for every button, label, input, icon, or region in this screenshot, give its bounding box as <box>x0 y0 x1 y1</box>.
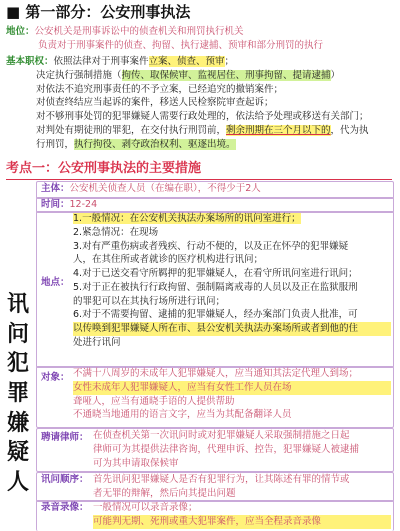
order-box <box>36 472 394 502</box>
time-text: 12-24 <box>69 199 98 210</box>
target-line: 女性未成年人犯罪嫌疑人，应当有女性工作人员在场 <box>73 381 391 395</box>
vertical-char: 疑 <box>6 439 29 466</box>
powers-item-highlight: 剩余刑期在三个月以下的 <box>226 124 331 136</box>
heading-bullet: ■ <box>6 3 21 21</box>
location-lines <box>73 212 391 350</box>
vertical-char: 问 <box>6 320 29 347</box>
location-line: 的罪犯可以在其执行场所进行讯问； <box>73 295 226 307</box>
order-label: 讯问顺序： <box>41 474 89 485</box>
powers-item-text: 对判处有期徒刑的罪犯，在交付执行刑罚前， <box>36 124 227 136</box>
lawyer-label: 聘请律师： <box>41 432 89 443</box>
status-label: 地位： <box>6 26 35 37</box>
vertical-char: 讯 <box>6 291 29 317</box>
powers-label: 基本职权： <box>6 56 54 67</box>
vertical-title <box>4 290 32 498</box>
powers-item-text: 对侦查终结应当起诉的案件，移送人民检察院审查起诉； <box>36 97 274 109</box>
powers-intro-highlight: 立案、侦查、预审 <box>148 56 225 67</box>
lawyer-lines <box>93 429 391 470</box>
powers-list <box>6 69 398 152</box>
location-line: 处进行讯问 <box>73 336 121 348</box>
target-line: 不通晓当地通用的语言文字，应当为其配备翻译人员 <box>73 409 292 421</box>
subject-text: 公安机关侦查人员（在编在职），不得少于2人 <box>69 183 261 194</box>
powers-item-text: 对不够刑事处罚的犯罪嫌疑人需要行政处理的，依法给予处理或移送有关部门； <box>36 111 369 123</box>
powers-item-text: 决定执行强制措施（ <box>36 69 122 81</box>
target-lines <box>73 367 391 422</box>
vertical-char: 嫌 <box>6 409 29 436</box>
subject-label: 主体： <box>41 183 70 194</box>
status-line-1: 公安机关是刑事诉讼中的侦查机关和刑罚执行机关 <box>34 26 244 37</box>
time-label: 时间： <box>41 199 70 210</box>
powers-item <box>36 83 398 97</box>
order-line: 首先讯问犯罪嫌疑人是否有犯罪行为，让其陈述有罪的情节或 <box>93 474 350 485</box>
location-line: 5.对于正在被执行行政拘留、强制隔离戒毒的人员以及正在监狱服刑 <box>73 281 358 293</box>
powers-intro <box>6 55 398 69</box>
powers-item-end: ，代为执 <box>330 124 369 136</box>
recording-box <box>36 500 394 531</box>
powers-item <box>36 124 398 138</box>
lawyer-line: 律师可为其提供法律咨询，代理申诉、控告，犯罪嫌疑人被逮捕 <box>93 443 360 455</box>
status-section <box>6 25 396 53</box>
powers-item-highlight: 拘传、取保候审、监视居住、刑事拘留、提请逮捕 <box>121 69 331 81</box>
order-line: 者无罪的辩解，然后向其提出问题 <box>93 487 236 499</box>
powers-item <box>36 110 398 124</box>
lawyer-line: 在侦查机关第一次讯问时或对犯罪嫌疑人采取强制措施之日起 <box>93 430 350 441</box>
powers-section <box>6 55 398 151</box>
powers-intro-text: 依照法律对于刑事案件 <box>53 56 149 67</box>
vertical-char: 犯 <box>6 350 29 377</box>
location-box <box>36 211 394 368</box>
lawyer-box <box>36 428 394 472</box>
key-point-divider <box>6 179 392 180</box>
lawyer-line: 可为其申请取保候审 <box>93 457 179 469</box>
heading-text: 第一部分：公安刑事执法 <box>25 3 191 21</box>
location-line: 以传唤到犯罪嫌疑人所在市、县公安机关执法办案场所或者到他的住 <box>73 322 391 336</box>
target-box <box>36 366 394 428</box>
location-label: 地点： <box>41 277 70 288</box>
target-line: 不满十八周岁的未成年人犯罪嫌疑人，应当通知其法定代理人到场； <box>73 368 359 379</box>
recording-line: 一般情况可以录音录像； <box>93 502 198 513</box>
vertical-char: 罪 <box>6 380 29 407</box>
recording-label: 录音录像： <box>41 502 89 513</box>
page-title <box>6 2 190 24</box>
powers-item <box>36 69 398 83</box>
location-line: 4.对于已送交看守所羁押的犯罪嫌疑人，在看守所讯问室进行讯问； <box>73 268 358 280</box>
vertical-char: 人 <box>6 469 29 496</box>
status-line-2: 负责对于刑事案件的侦查、拘留、执行逮捕、预审和部分刑罚的执行 <box>38 39 324 51</box>
powers-item <box>36 138 398 152</box>
target-line: 聋哑人，应当有通晓手语的人提供帮助 <box>73 395 235 407</box>
powers-item-text: 对依法不追究刑事责任的不予立案，已经追究的撤销案件； <box>36 83 284 95</box>
powers-item-highlight: 执行拘役、剥夺政治权利、驱逐出境。 <box>74 138 236 150</box>
location-line: 3.对有严重伤病或者残疾、行动不便的，以及正在怀孕的犯罪嫌疑 <box>73 240 349 252</box>
location-line: 2.紧急情况：在现场 <box>73 226 159 238</box>
powers-intro-end: ； <box>224 56 235 67</box>
powers-item-text: 行刑罚， <box>36 138 75 150</box>
location-line: 人，在其住所或者就诊的医疗机构进行讯问； <box>73 254 264 266</box>
powers-item <box>36 96 398 110</box>
order-lines <box>93 473 391 501</box>
recording-lines <box>93 501 391 529</box>
powers-item-end: ） <box>330 69 341 81</box>
location-line: 6.对于不需要拘留、逮捕的犯罪嫌疑人，经办案部门负责人批准，可 <box>73 309 358 321</box>
location-line: 1.一般情况：在公安机关执法办案场所的讯问室进行； <box>73 213 301 224</box>
recording-line: 可能判无期、死刑或重大犯罪案件，应当全程录音录像 <box>93 515 391 529</box>
key-point-title: 考点一：公安刑事执法的主要措施 <box>6 161 202 176</box>
target-label: 对象： <box>41 372 70 383</box>
